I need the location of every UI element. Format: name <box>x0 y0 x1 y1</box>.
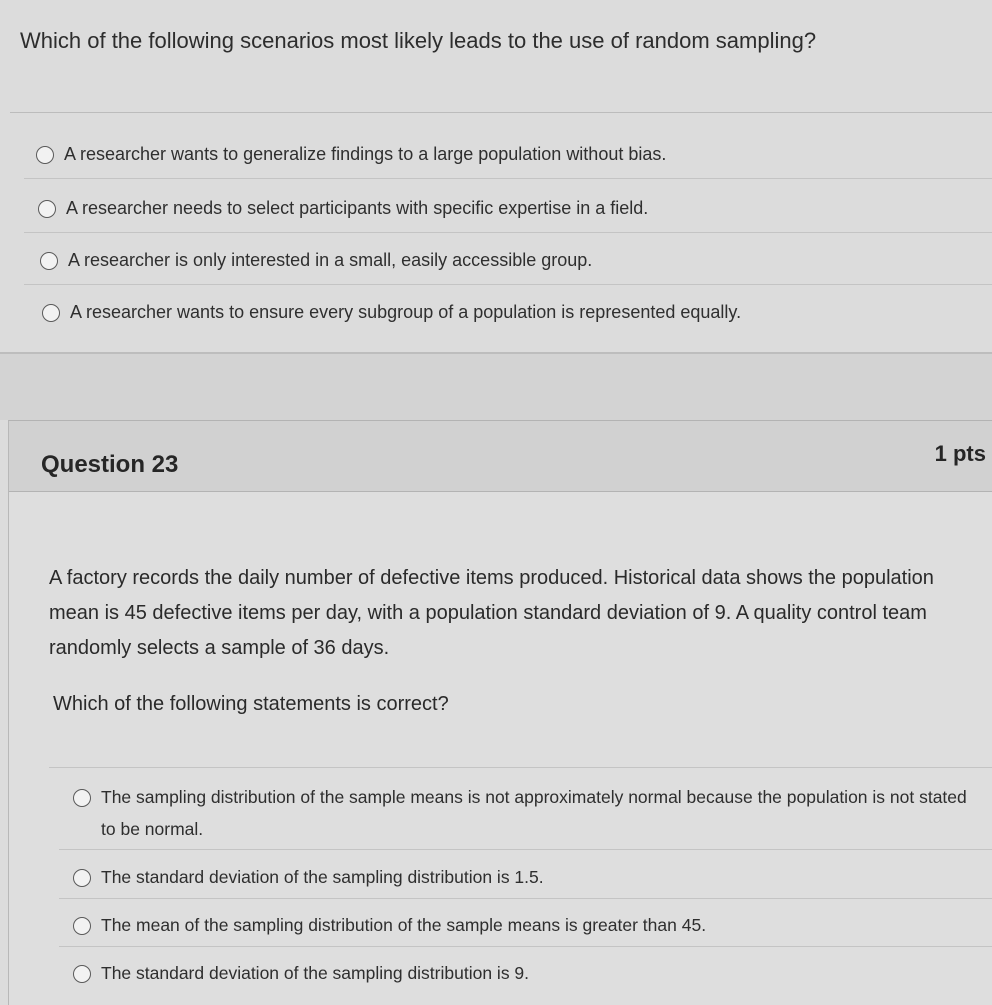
radio-button[interactable] <box>40 252 58 270</box>
divider <box>59 898 992 899</box>
answer-option-label: A researcher is only interested in a small, easily accessible group. <box>68 250 593 270</box>
radio-button[interactable] <box>73 789 91 807</box>
radio-button[interactable] <box>42 304 60 322</box>
answer-option[interactable] <box>73 909 973 941</box>
answer-option[interactable] <box>73 781 973 845</box>
question-points: 1 pts <box>934 441 986 466</box>
answer-option[interactable] <box>36 144 666 165</box>
divider <box>59 946 992 947</box>
divider <box>10 112 992 113</box>
answer-option-label: The standard deviation of the sampling distribution is 1.5. <box>101 867 544 887</box>
radio-button[interactable] <box>73 869 91 887</box>
radio-button[interactable] <box>38 200 56 218</box>
answer-option[interactable] <box>38 198 648 219</box>
question-23-card <box>8 420 992 1005</box>
question-text: A factory records the daily number of defective items produced. Historical data shows the population mean is 45 defective items per day, with a population standard deviation of 9. A quality control team randomly selects a sample of 36 days. <box>49 567 934 659</box>
divider <box>59 849 992 850</box>
radio-button[interactable] <box>36 146 54 164</box>
question-prompt: Which of the following statements is correct? <box>53 693 449 715</box>
answer-option[interactable] <box>42 302 741 323</box>
answer-option[interactable] <box>40 250 592 271</box>
answer-option[interactable] <box>73 861 973 893</box>
question-text: Which of the following scenarios most likely leads to the use of random sampling? <box>20 28 817 53</box>
divider <box>49 767 992 768</box>
answer-option-label: A researcher wants to ensure every subgroup of a population is represented equally. <box>70 302 742 322</box>
radio-button[interactable] <box>73 917 91 935</box>
answer-option[interactable] <box>73 957 973 989</box>
question-gap <box>0 354 992 420</box>
divider <box>24 284 992 285</box>
answer-option-label: A researcher wants to generalize findings to a large population without bias. <box>64 144 667 164</box>
radio-button[interactable] <box>73 965 91 983</box>
divider <box>24 178 992 179</box>
answer-option-label: The mean of the sampling distribution of the sample means is greater than 45. <box>101 915 707 935</box>
question-header <box>9 421 992 492</box>
answer-option-label: The standard deviation of the sampling distribution is 9. <box>101 963 530 983</box>
question-title: Question 23 <box>41 451 179 478</box>
divider <box>24 232 992 233</box>
answer-option-label: A researcher needs to select participants with specific expertise in a field. <box>66 198 649 218</box>
answer-option-label: The sampling distribution of the sample means is not approximately normal because the population is not stated to be normal. <box>101 787 967 839</box>
